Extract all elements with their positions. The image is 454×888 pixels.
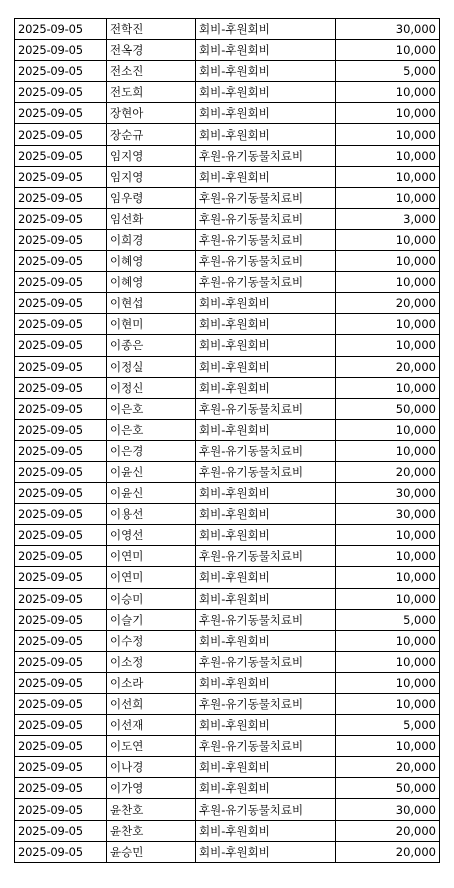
amount-cell: 3,000 (336, 208, 440, 229)
category-cell: 후원-유기동물치료비 (196, 546, 336, 567)
category-cell: 회비-후원회비 (196, 293, 336, 314)
name-cell: 이소라 (107, 672, 196, 693)
category-cell: 회비-후원회비 (196, 504, 336, 525)
category-cell: 후원-유기동물치료비 (196, 694, 336, 715)
table-row (15, 504, 440, 525)
name-cell: 이정실 (107, 356, 196, 377)
date-cell: 2025-09-05 (15, 229, 107, 250)
date-cell: 2025-09-05 (15, 778, 107, 799)
amount-cell: 10,000 (336, 229, 440, 250)
category-cell: 후원-유기동물치료비 (196, 799, 336, 820)
category-cell: 회비-후원회비 (196, 757, 336, 778)
amount-cell: 10,000 (336, 166, 440, 187)
table-row (15, 82, 440, 103)
amount-cell: 10,000 (336, 103, 440, 124)
date-cell: 2025-09-05 (15, 19, 107, 40)
table-row (15, 293, 440, 314)
amount-cell: 10,000 (336, 314, 440, 335)
name-cell: 이선재 (107, 715, 196, 736)
date-cell: 2025-09-05 (15, 82, 107, 103)
category-cell: 회비-후원회비 (196, 61, 336, 82)
date-cell: 2025-09-05 (15, 335, 107, 356)
amount-cell: 20,000 (336, 293, 440, 314)
table-row (15, 19, 440, 40)
donation-table-body (15, 19, 440, 863)
date-cell: 2025-09-05 (15, 630, 107, 651)
category-cell: 후원-유기동물치료비 (196, 145, 336, 166)
amount-cell: 30,000 (336, 483, 440, 504)
date-cell: 2025-09-05 (15, 208, 107, 229)
date-cell: 2025-09-05 (15, 293, 107, 314)
category-cell: 후원-유기동물치료비 (196, 251, 336, 272)
date-cell: 2025-09-05 (15, 272, 107, 293)
amount-cell: 50,000 (336, 398, 440, 419)
amount-cell: 10,000 (336, 124, 440, 145)
table-row (15, 694, 440, 715)
date-cell: 2025-09-05 (15, 736, 107, 757)
name-cell: 임우령 (107, 187, 196, 208)
table-row (15, 651, 440, 672)
table-row (15, 187, 440, 208)
table-row (15, 461, 440, 482)
category-cell: 후원-유기동물치료비 (196, 208, 336, 229)
table-row (15, 229, 440, 250)
table-row (15, 335, 440, 356)
amount-cell: 10,000 (336, 546, 440, 567)
name-cell: 이은경 (107, 440, 196, 461)
table-row (15, 314, 440, 335)
name-cell: 이영선 (107, 525, 196, 546)
table-row (15, 208, 440, 229)
date-cell: 2025-09-05 (15, 40, 107, 61)
table-row (15, 145, 440, 166)
category-cell: 후원-유기동물치료비 (196, 651, 336, 672)
date-cell: 2025-09-05 (15, 651, 107, 672)
name-cell: 이연미 (107, 546, 196, 567)
table-row (15, 820, 440, 841)
name-cell: 임지영 (107, 145, 196, 166)
table-row (15, 525, 440, 546)
category-cell: 후원-유기동물치료비 (196, 272, 336, 293)
amount-cell: 10,000 (336, 525, 440, 546)
date-cell: 2025-09-05 (15, 166, 107, 187)
category-cell: 후원-유기동물치료비 (196, 187, 336, 208)
name-cell: 윤찬호 (107, 820, 196, 841)
date-cell: 2025-09-05 (15, 398, 107, 419)
date-cell: 2025-09-05 (15, 799, 107, 820)
name-cell: 이가영 (107, 778, 196, 799)
amount-cell: 10,000 (336, 736, 440, 757)
name-cell: 윤찬호 (107, 799, 196, 820)
amount-cell: 10,000 (336, 694, 440, 715)
date-cell: 2025-09-05 (15, 377, 107, 398)
amount-cell: 10,000 (336, 377, 440, 398)
category-cell: 후원-유기동물치료비 (196, 736, 336, 757)
amount-cell: 5,000 (336, 609, 440, 630)
category-cell: 회비-후원회비 (196, 841, 336, 862)
date-cell: 2025-09-05 (15, 694, 107, 715)
amount-cell: 10,000 (336, 335, 440, 356)
name-cell: 이은호 (107, 419, 196, 440)
name-cell: 전소진 (107, 61, 196, 82)
date-cell: 2025-09-05 (15, 546, 107, 567)
date-cell: 2025-09-05 (15, 103, 107, 124)
name-cell: 장현아 (107, 103, 196, 124)
table-row (15, 757, 440, 778)
category-cell: 회비-후원회비 (196, 166, 336, 187)
table-row (15, 440, 440, 461)
category-cell: 회비-후원회비 (196, 820, 336, 841)
name-cell: 이용선 (107, 504, 196, 525)
category-cell: 회비-후원회비 (196, 525, 336, 546)
name-cell: 윤승민 (107, 841, 196, 862)
date-cell: 2025-09-05 (15, 820, 107, 841)
table-row (15, 356, 440, 377)
date-cell: 2025-09-05 (15, 251, 107, 272)
date-cell: 2025-09-05 (15, 61, 107, 82)
table-row (15, 736, 440, 757)
name-cell: 이나경 (107, 757, 196, 778)
name-cell: 이현미 (107, 314, 196, 335)
date-cell: 2025-09-05 (15, 504, 107, 525)
table-row (15, 630, 440, 651)
table-row (15, 483, 440, 504)
amount-cell: 20,000 (336, 757, 440, 778)
amount-cell: 10,000 (336, 187, 440, 208)
date-cell: 2025-09-05 (15, 483, 107, 504)
amount-cell: 30,000 (336, 504, 440, 525)
amount-cell: 10,000 (336, 630, 440, 651)
amount-cell: 30,000 (336, 19, 440, 40)
category-cell: 회비-후원회비 (196, 40, 336, 61)
date-cell: 2025-09-05 (15, 145, 107, 166)
name-cell: 이수정 (107, 630, 196, 651)
name-cell: 장순규 (107, 124, 196, 145)
amount-cell: 10,000 (336, 272, 440, 293)
amount-cell: 50,000 (336, 778, 440, 799)
donation-table (14, 18, 440, 863)
date-cell: 2025-09-05 (15, 757, 107, 778)
date-cell: 2025-09-05 (15, 609, 107, 630)
table-row (15, 567, 440, 588)
date-cell: 2025-09-05 (15, 841, 107, 862)
name-cell: 이은호 (107, 398, 196, 419)
amount-cell: 10,000 (336, 651, 440, 672)
table-row (15, 609, 440, 630)
amount-cell: 10,000 (336, 440, 440, 461)
table-row (15, 398, 440, 419)
category-cell: 후원-유기동물치료비 (196, 398, 336, 419)
category-cell: 회비-후원회비 (196, 630, 336, 651)
name-cell: 전도희 (107, 82, 196, 103)
table-row (15, 124, 440, 145)
name-cell: 이정신 (107, 377, 196, 398)
date-cell: 2025-09-05 (15, 314, 107, 335)
category-cell: 후원-유기동물치료비 (196, 609, 336, 630)
table-row (15, 588, 440, 609)
name-cell: 이선희 (107, 694, 196, 715)
name-cell: 이희경 (107, 229, 196, 250)
category-cell: 회비-후원회비 (196, 314, 336, 335)
amount-cell: 20,000 (336, 820, 440, 841)
table-row (15, 272, 440, 293)
amount-cell: 10,000 (336, 251, 440, 272)
category-cell: 회비-후원회비 (196, 82, 336, 103)
date-cell: 2025-09-05 (15, 356, 107, 377)
table-row (15, 251, 440, 272)
date-cell: 2025-09-05 (15, 440, 107, 461)
category-cell: 후원-유기동물치료비 (196, 229, 336, 250)
date-cell: 2025-09-05 (15, 187, 107, 208)
date-cell: 2025-09-05 (15, 124, 107, 145)
table-row (15, 40, 440, 61)
category-cell: 회비-후원회비 (196, 19, 336, 40)
category-cell: 회비-후원회비 (196, 419, 336, 440)
category-cell: 회비-후원회비 (196, 356, 336, 377)
amount-cell: 20,000 (336, 841, 440, 862)
date-cell: 2025-09-05 (15, 567, 107, 588)
name-cell: 이승미 (107, 588, 196, 609)
amount-cell: 10,000 (336, 145, 440, 166)
amount-cell: 30,000 (336, 799, 440, 820)
category-cell: 회비-후원회비 (196, 103, 336, 124)
table-row (15, 778, 440, 799)
category-cell: 회비-후원회비 (196, 588, 336, 609)
name-cell: 전학진 (107, 19, 196, 40)
table-row (15, 841, 440, 862)
table-row (15, 377, 440, 398)
amount-cell: 10,000 (336, 588, 440, 609)
name-cell: 이종은 (107, 335, 196, 356)
category-cell: 후원-유기동물치료비 (196, 461, 336, 482)
table-row (15, 546, 440, 567)
date-cell: 2025-09-05 (15, 525, 107, 546)
name-cell: 이윤신 (107, 461, 196, 482)
amount-cell: 5,000 (336, 61, 440, 82)
name-cell: 전옥경 (107, 40, 196, 61)
amount-cell: 10,000 (336, 567, 440, 588)
category-cell: 후원-유기동물치료비 (196, 440, 336, 461)
table-row (15, 103, 440, 124)
name-cell: 임선화 (107, 208, 196, 229)
amount-cell: 10,000 (336, 672, 440, 693)
amount-cell: 10,000 (336, 419, 440, 440)
date-cell: 2025-09-05 (15, 715, 107, 736)
category-cell: 회비-후원회비 (196, 715, 336, 736)
amount-cell: 20,000 (336, 356, 440, 377)
table-row (15, 715, 440, 736)
name-cell: 이현섭 (107, 293, 196, 314)
category-cell: 회비-후원회비 (196, 778, 336, 799)
category-cell: 회비-후원회비 (196, 335, 336, 356)
category-cell: 회비-후원회비 (196, 567, 336, 588)
amount-cell: 20,000 (336, 461, 440, 482)
date-cell: 2025-09-05 (15, 461, 107, 482)
table-row (15, 419, 440, 440)
table-row (15, 61, 440, 82)
name-cell: 이혜영 (107, 251, 196, 272)
date-cell: 2025-09-05 (15, 588, 107, 609)
table-row (15, 799, 440, 820)
name-cell: 이소정 (107, 651, 196, 672)
name-cell: 임지영 (107, 166, 196, 187)
table-row (15, 166, 440, 187)
name-cell: 이슬기 (107, 609, 196, 630)
amount-cell: 10,000 (336, 40, 440, 61)
name-cell: 이혜영 (107, 272, 196, 293)
name-cell: 이윤신 (107, 483, 196, 504)
amount-cell: 10,000 (336, 82, 440, 103)
date-cell: 2025-09-05 (15, 419, 107, 440)
category-cell: 회비-후원회비 (196, 124, 336, 145)
table-row (15, 672, 440, 693)
category-cell: 회비-후원회비 (196, 672, 336, 693)
name-cell: 이도연 (107, 736, 196, 757)
category-cell: 회비-후원회비 (196, 377, 336, 398)
amount-cell: 5,000 (336, 715, 440, 736)
category-cell: 회비-후원회비 (196, 483, 336, 504)
name-cell: 이연미 (107, 567, 196, 588)
date-cell: 2025-09-05 (15, 672, 107, 693)
